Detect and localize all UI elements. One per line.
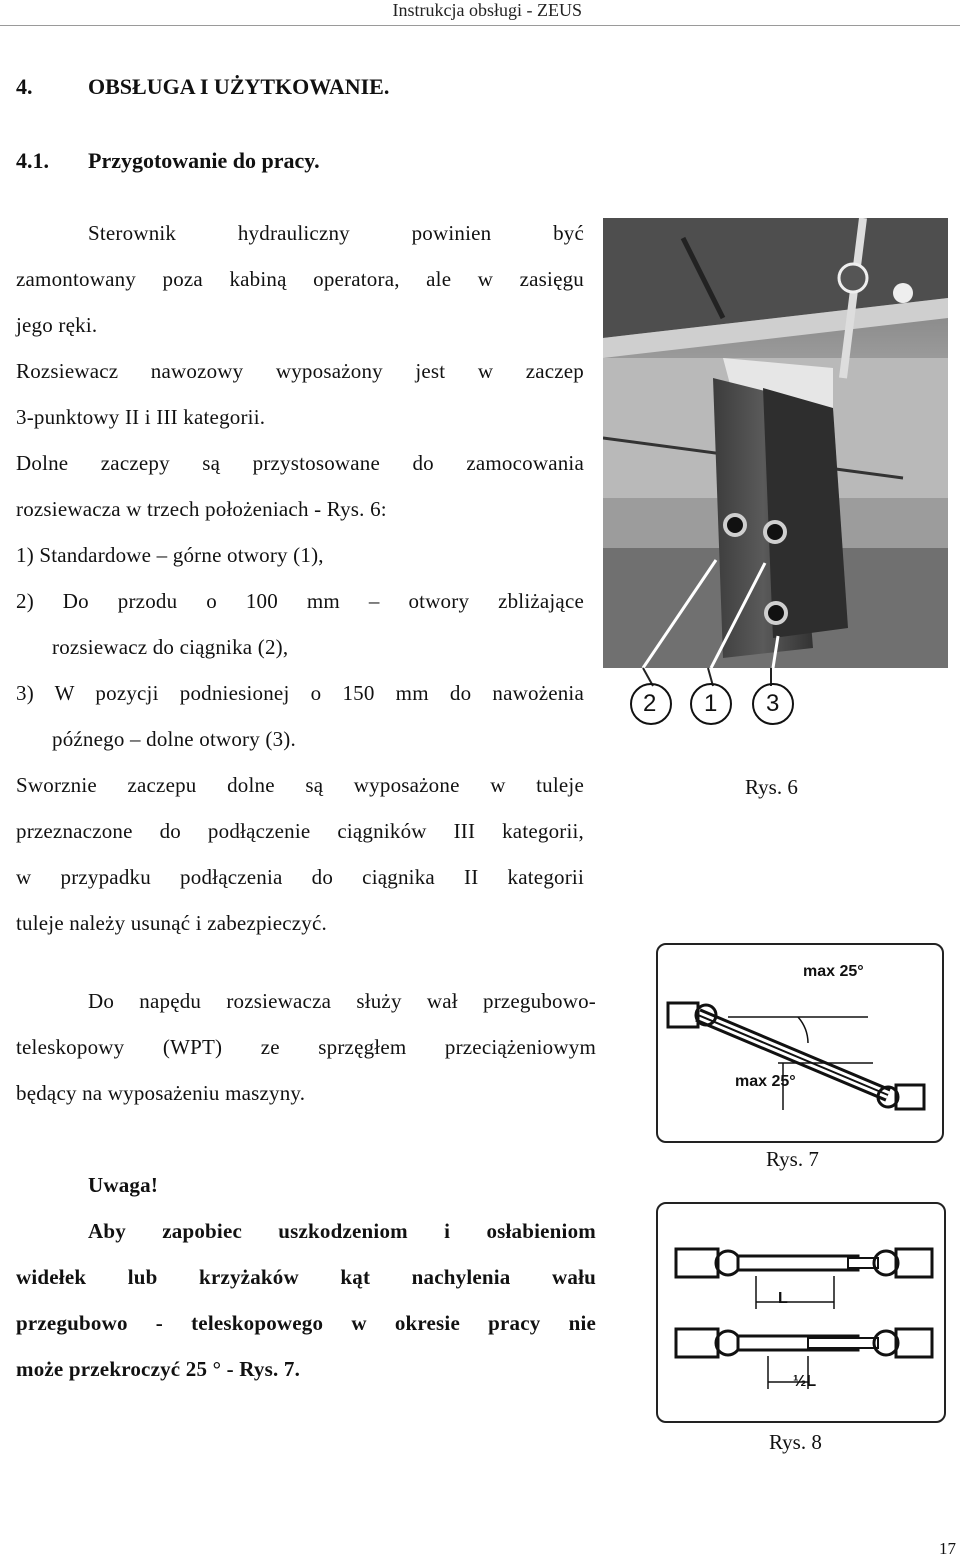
paragraph-line: tuleje należy usunąć i zabezpieczyć.	[16, 911, 327, 935]
warning-line: może przekroczyć 25 ° - Rys. 7.	[16, 1357, 301, 1381]
hitch-photo-illustration	[603, 218, 948, 668]
dimension-label-full: L	[778, 1290, 788, 1307]
paragraph-line: teleskopowy (WPT) ze sprzęgłem przeciążeniowym	[16, 1035, 596, 1059]
body-text-wpt	[16, 978, 596, 1116]
page-number: 17	[939, 1539, 956, 1558]
warning-line: Aby zapobiec uszkodzeniom i osłabieniom	[88, 1219, 596, 1243]
paragraph-line: będący na wyposażeniu maszyny.	[16, 1081, 306, 1105]
paragraph-line: rozsiewacza w trzech położeniach - Rys. 6:	[16, 497, 387, 521]
angle-label-top: max 25°	[803, 963, 864, 980]
warning-title: Uwaga!	[88, 1173, 159, 1197]
shaft-angle-drawing	[658, 945, 942, 1141]
subsection-title: Przygotowanie do pracy.	[88, 148, 320, 173]
section-title: OBSŁUGA I UŻYTKOWANIE.	[88, 74, 390, 99]
angle-label-bottom: max 25°	[735, 1073, 796, 1090]
subsection-number: 4.1.	[16, 148, 49, 173]
paragraph-line: zamontowany poza kabiną operatora, ale w zasięgu	[16, 267, 584, 291]
paragraph-line: w przypadku podłączenia do ciągnika II kategorii	[16, 865, 584, 889]
figure-hitch-photo	[603, 218, 948, 668]
callout-label-2: 2	[643, 690, 657, 717]
paragraph-line: jego ręki.	[16, 313, 98, 337]
list-item-continuation: późnego – dolne otwory (3).	[52, 727, 296, 751]
figure-caption-rys6: Rys. 6	[745, 775, 798, 799]
paragraph-line: Dolne zaczepy są przystosowane do zamocowania	[16, 451, 584, 475]
callout-label-3: 3	[766, 690, 780, 717]
paragraph-line: przeznaczone do podłączenie ciągników III kategorii,	[16, 819, 584, 843]
body-text-left	[16, 210, 584, 946]
section-number: 4.	[16, 74, 33, 99]
dimension-label-half: ½L	[793, 1373, 817, 1390]
running-header: Instrukcja obsługi - ZEUS	[392, 0, 582, 20]
paragraph-line: Do napędu rozsiewacza służy wał przegubowo-	[88, 989, 596, 1013]
paragraph-line: Sterownik hydrauliczny powinien być	[88, 221, 584, 245]
figure-caption-rys8: Rys. 8	[769, 1430, 822, 1454]
header-divider	[0, 25, 960, 26]
paragraph-line: Sworznie zaczepu dolne są wyposażone w tuleje	[16, 773, 584, 797]
figure-shaft-angle	[656, 943, 944, 1143]
paragraph-line: 3-punktowy II i III kategorii.	[16, 405, 266, 429]
list-item-continuation: rozsiewacz do ciągnika (2),	[52, 635, 289, 659]
callout-label-1: 1	[704, 690, 718, 717]
list-item: 1) Standardowe – górne otwory (1),	[16, 543, 324, 567]
figure-caption-rys7: Rys. 7	[766, 1147, 819, 1171]
warning-line: przegubowo - teleskopowego w okresie pracy nie	[16, 1311, 596, 1335]
warning-line: widełek lub krzyżaków kąt nachylenia wału	[16, 1265, 596, 1289]
list-item: 3) W pozycji podniesionej o 150 mm do nawożenia	[16, 681, 584, 705]
warning-block	[16, 1162, 596, 1392]
list-item: 2) Do przodu o 100 mm – otwory zbliżające	[16, 589, 584, 613]
paragraph-line: Rozsiewacz nawozowy wyposażony jest w zaczep	[16, 359, 584, 383]
